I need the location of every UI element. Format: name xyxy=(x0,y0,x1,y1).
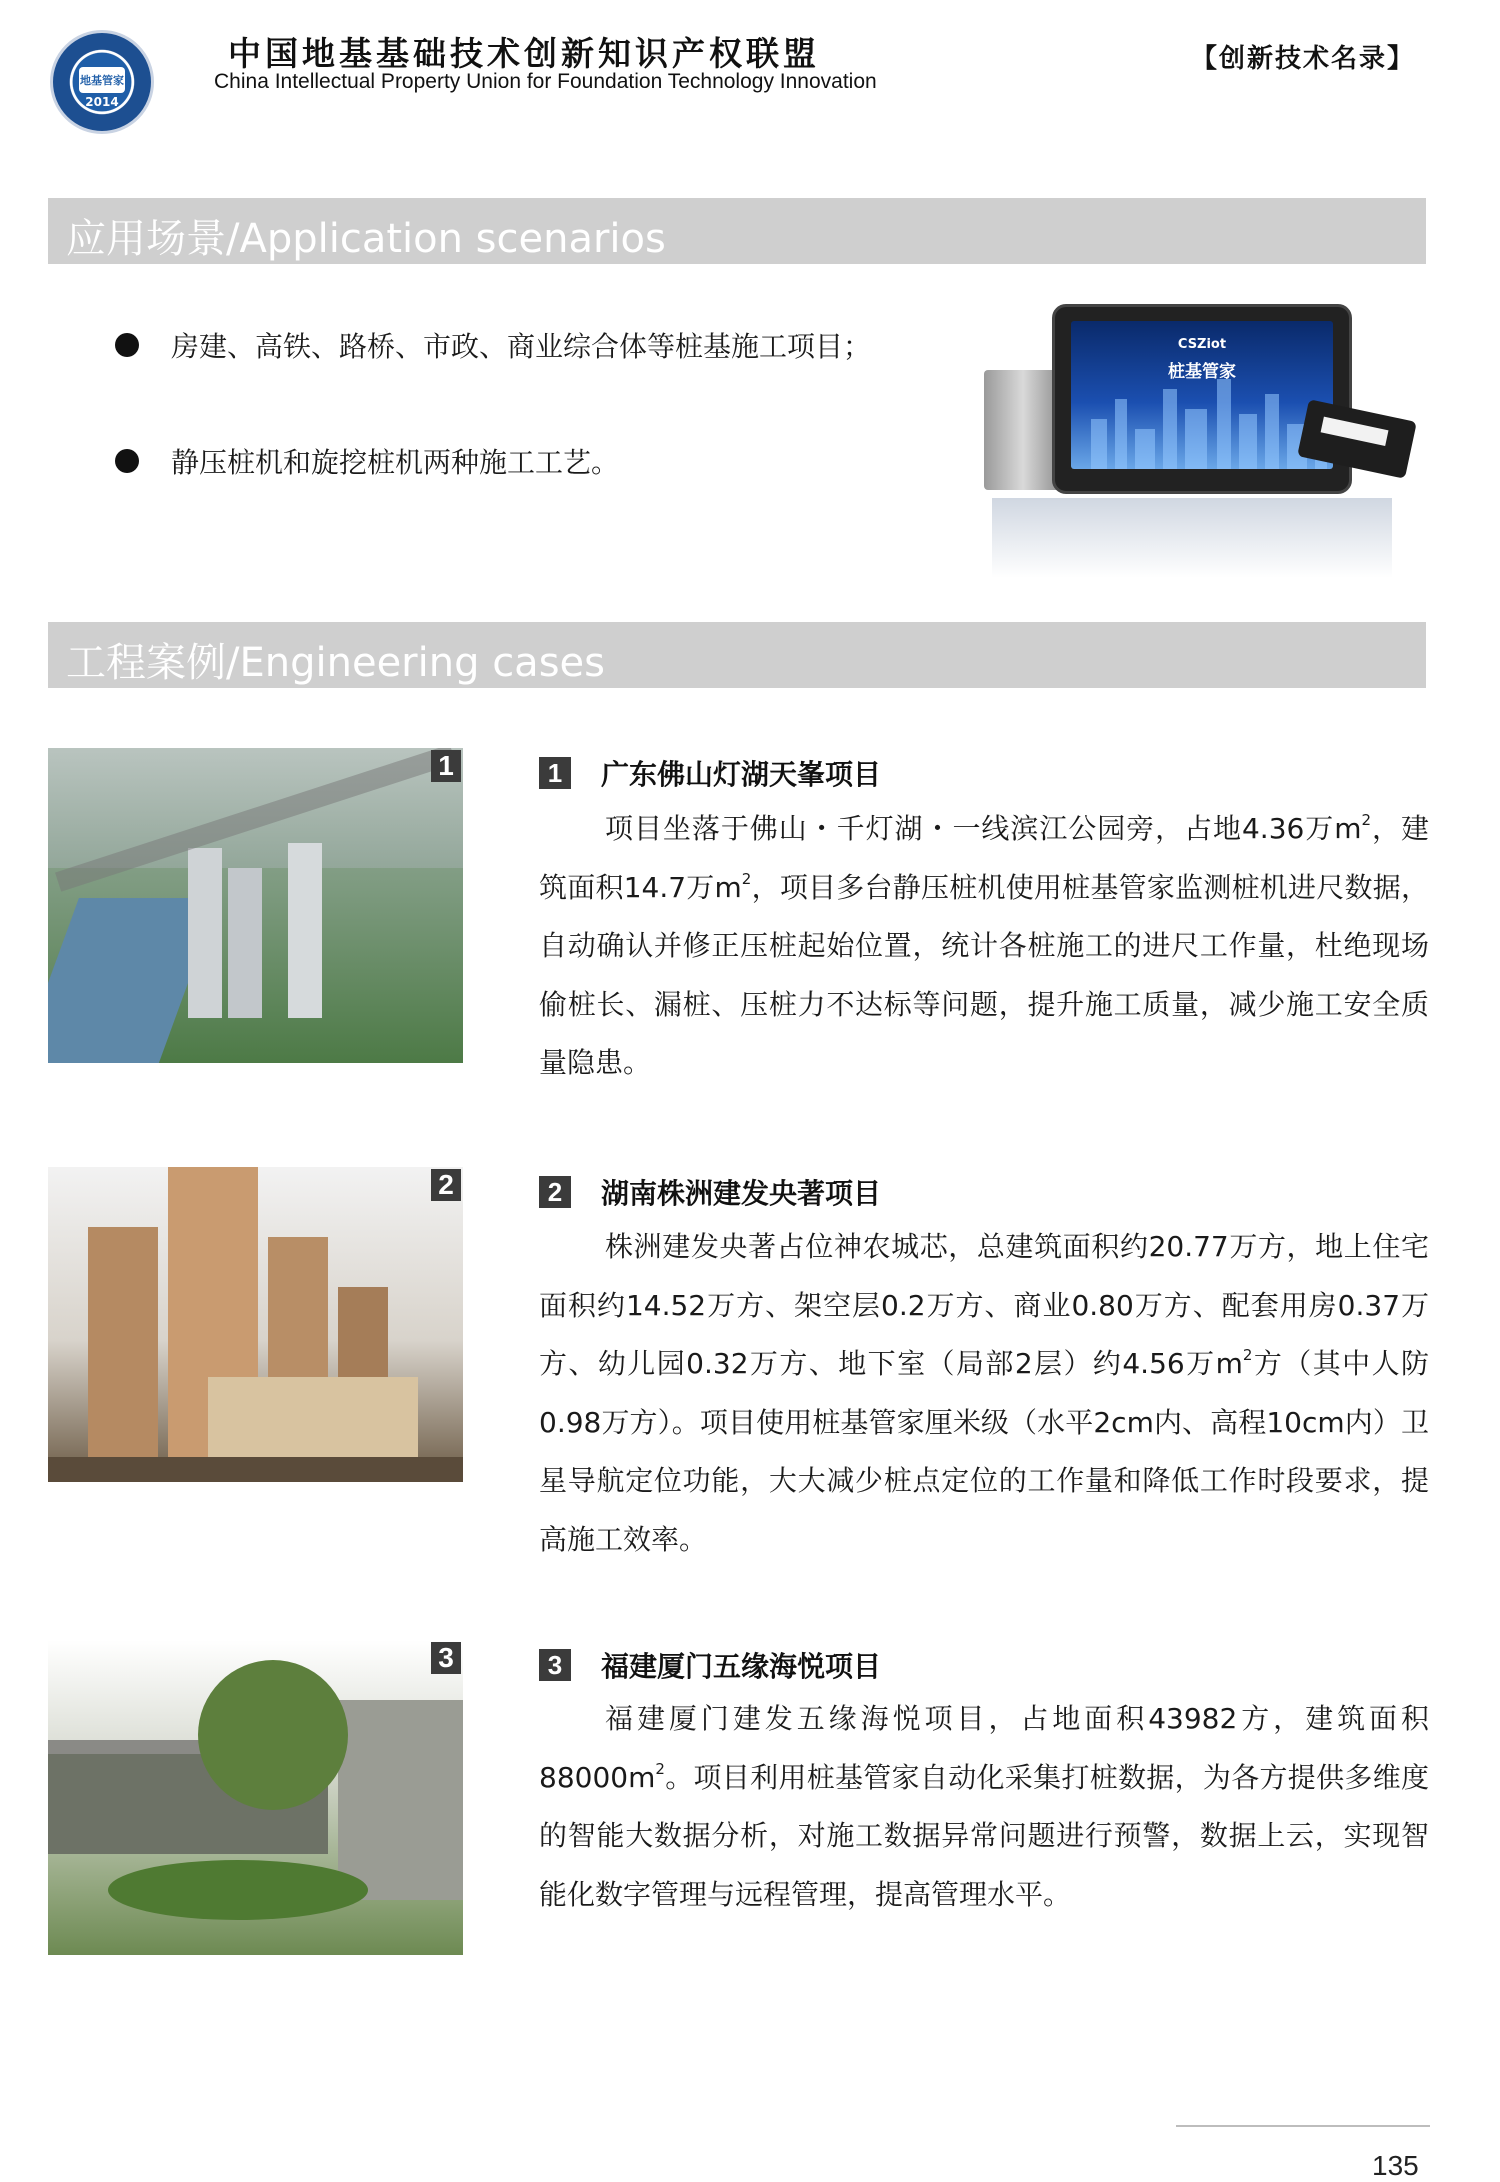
case-description: 株洲建发央著占位神农城芯，总建筑面积约20.77万方，地上住宅面积约14.52万方、架空层0.2万方、商业0.80万方、配套用房0.37万方、幼儿园0.32万方、地下室（局部2层）约4.56万$m^2$方（其中人防0.98万方）。项目使用桩基管家厘米级（水平2cm内、高程10cm内）卫星导航定位功能，大大减少桩点定位的工作量和降低工作时段要求，提高施工效率。 xyxy=(539,1230,1429,1556)
case-photo-foshan xyxy=(48,748,463,1063)
case-photo-xiamen xyxy=(48,1640,463,1955)
device-title: 桩基管家 xyxy=(1168,362,1236,382)
case-description: 福建厦门建发五缘海悦项目，占地面积43982方，建筑面积$88000m^2$。项目利用桩基管家自动化采集打桩数据，为各方提供多维度的智能大数据分析，对施工数据异常问题进行预警，数据上云，实现智能化数字管理与远程管理，提高管理水平。 xyxy=(539,1702,1429,1911)
case-title: 福建厦门五缘海悦项目 xyxy=(601,1650,882,1683)
catalog-tag: 【创新技术名录】 xyxy=(1190,44,1415,74)
application-bullet xyxy=(115,325,871,365)
section-cases-bar xyxy=(48,622,1426,688)
case-description: 项目坐落于佛山・千灯湖・一线滨江公园旁，占地4.36万$m^2$，建筑面积14.7万$m^2$，项目多台静压桩机使用桩基管家监测桩机进尺数据，自动确认并修正压桩起始位置，统计各桩施工的进尺工作量，杜绝现场偷桩长、漏桩、压桩力不达标等问题，提升施工质量，减少施工安全质量隐患。 xyxy=(539,811,1429,1079)
case-heading xyxy=(539,753,881,793)
application-bullet-text: 房建、高铁、路桥、市政、商业综合体等桩基施工项目； xyxy=(171,330,872,363)
case-heading xyxy=(539,1172,881,1212)
case-photo-number: 2 xyxy=(431,1169,461,1201)
case-title: 湖南株洲建发央著项目 xyxy=(601,1177,882,1210)
bullet-dot-icon xyxy=(115,449,139,473)
case-title: 广东佛山灯湖天峯项目 xyxy=(601,758,882,791)
union-logo xyxy=(50,30,154,134)
logo-year: 2014 xyxy=(85,95,119,109)
page-number: 135 xyxy=(1372,2150,1419,2181)
case-number-badge: 1 xyxy=(539,757,571,789)
section-application-bar xyxy=(48,198,1426,264)
case-photo-number: 1 xyxy=(431,750,461,782)
application-bullet xyxy=(115,441,619,481)
case-photo-number: 3 xyxy=(431,1642,461,1674)
application-bullet-text: 静压桩机和旋挖桩机两种施工工艺。 xyxy=(171,446,620,479)
footer-divider xyxy=(1176,2125,1430,2127)
case-number-badge: 3 xyxy=(539,1649,571,1681)
logo-text: 地基管家 xyxy=(79,67,125,93)
section-application-title: 应用场景/Application scenarios xyxy=(66,216,666,262)
org-name-en: China Intellectual Property Union for Foundation Technology Innovation xyxy=(214,70,877,93)
org-name-cn: 中国地基基础技术创新知识产权联盟 xyxy=(228,34,820,73)
bullet-dot-icon xyxy=(115,333,139,357)
sensor-box-image xyxy=(984,370,1062,490)
case-heading xyxy=(539,1645,881,1685)
tablet-image xyxy=(1052,304,1352,494)
case-number-badge: 2 xyxy=(539,1176,571,1208)
section-cases-title: 工程案例/Engineering cases xyxy=(66,640,605,686)
device-product-image xyxy=(972,298,1432,584)
device-brand: CSZiot xyxy=(1177,337,1227,352)
case-photo-zhuzhou xyxy=(48,1167,463,1482)
tablet-screen xyxy=(1071,321,1333,469)
device-reflection xyxy=(992,498,1392,578)
